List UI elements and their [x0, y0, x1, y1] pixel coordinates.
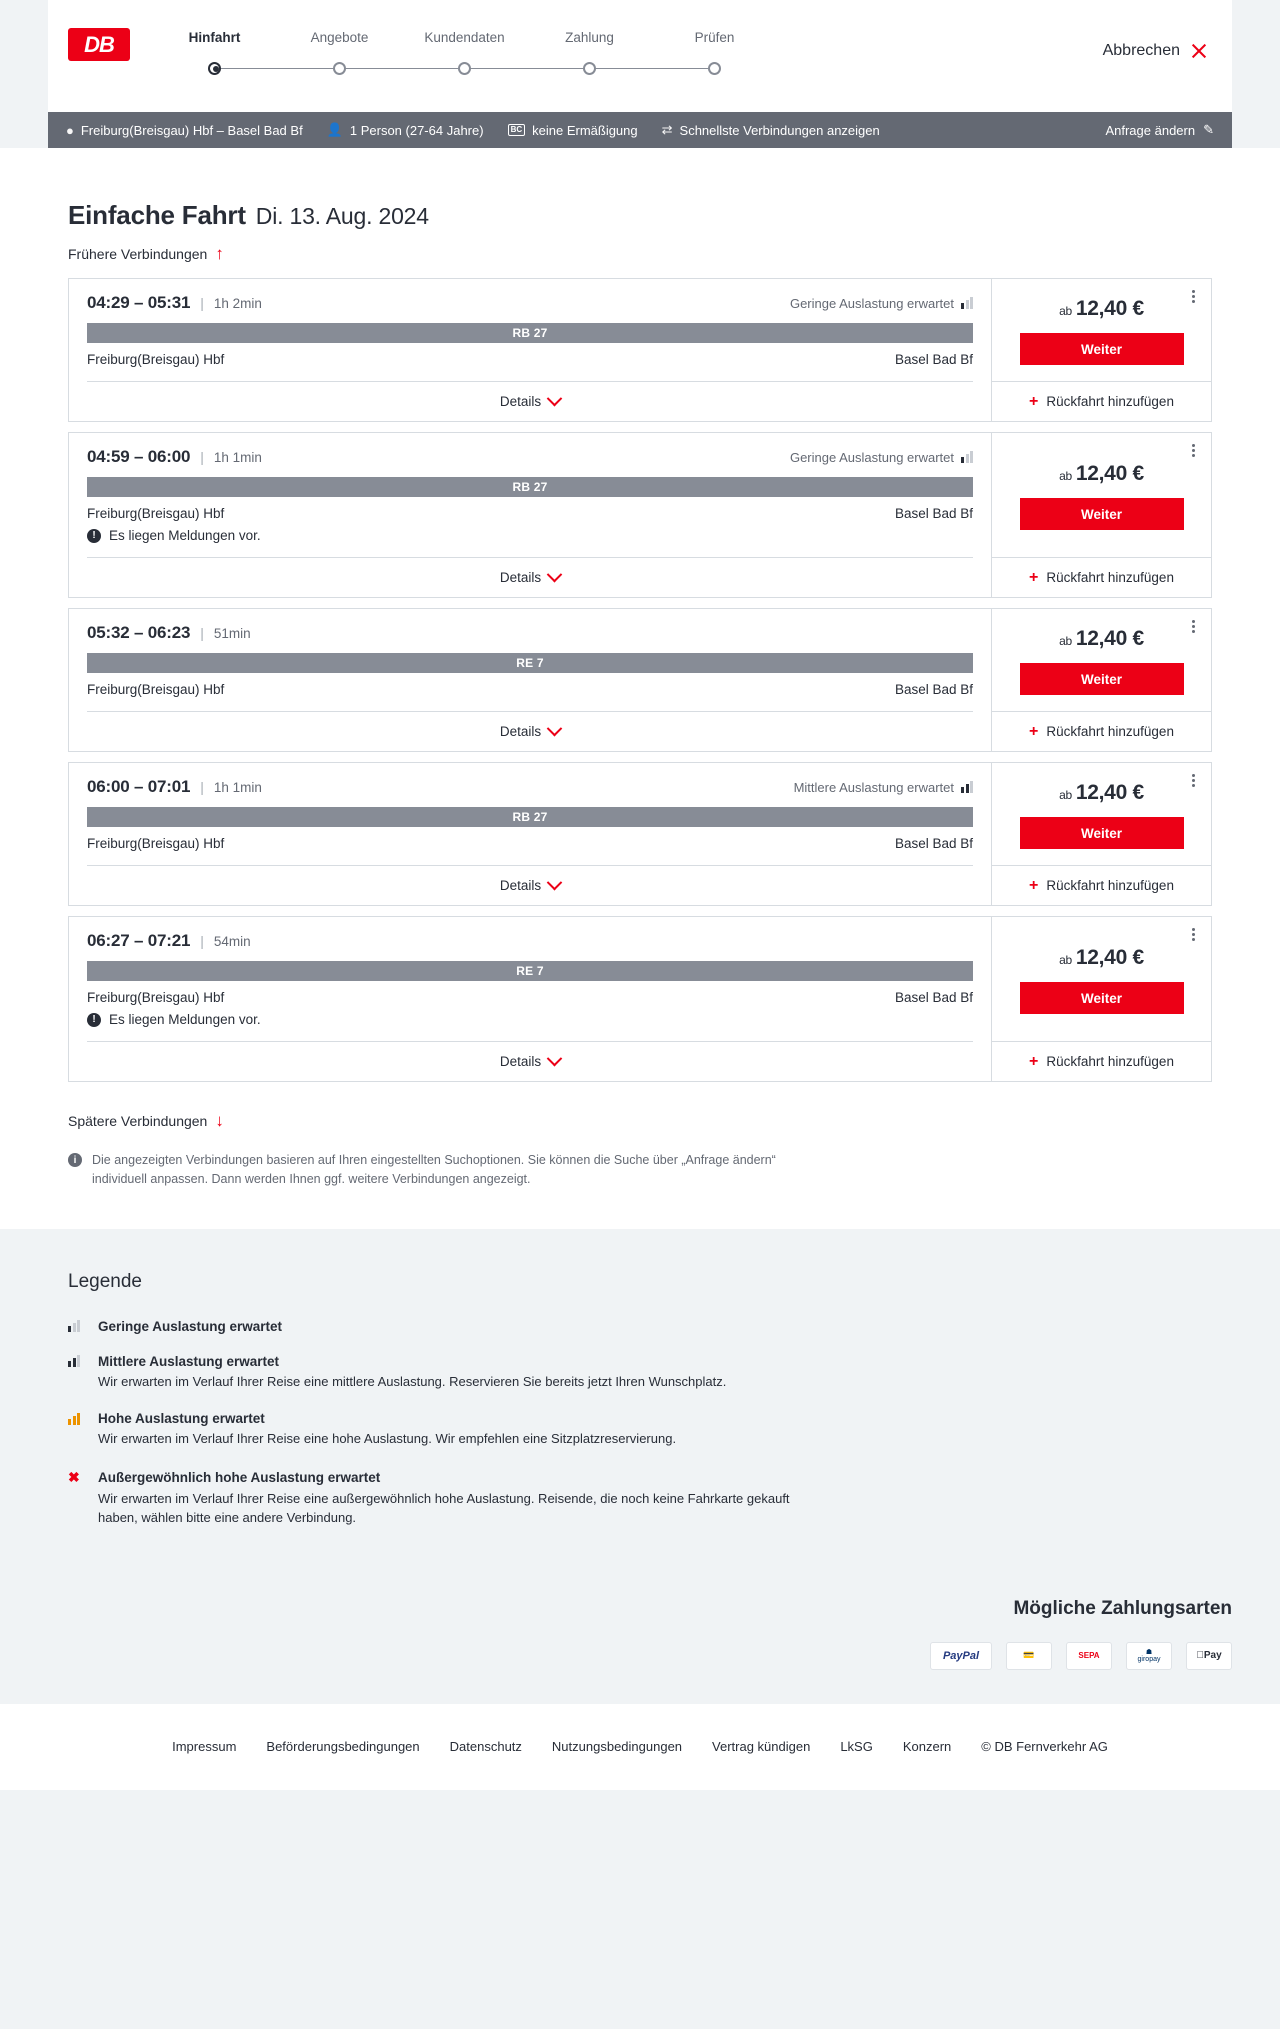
- connection-header: [87, 931, 973, 951]
- connection-time: 04:29 – 05:31: [87, 293, 191, 312]
- utilization-bars-icon: [961, 297, 973, 309]
- connection-price: [1059, 462, 1144, 486]
- connection-card[interactable]: [68, 278, 1212, 422]
- info-icon: !: [87, 1013, 101, 1027]
- footer-link-nutzungsbedingungen[interactable]: Nutzungsbedingungen: [551, 1739, 683, 1755]
- departure-station: Freiburg(Breisgau) Hbf: [87, 682, 225, 697]
- legend-item-title: Außergewöhnlich hohe Auslastung erwartet: [98, 1470, 381, 1486]
- chevron-down-icon: [547, 875, 563, 891]
- connection-header: [87, 293, 973, 313]
- divider: |: [200, 625, 204, 641]
- departure-station: Freiburg(Breisgau) Hbf: [87, 990, 225, 1005]
- payment-methods-title: Mögliche Zahlungsarten: [1013, 1597, 1232, 1619]
- search-hint-text: Die angezeigten Verbindungen basieren auf Ihren eingestellten Suchoptionen. Sie können die Suche über „Anfrage ändern“ individuell anpassen. Dann werden Ihnen ggf. weitere Verbindungen angezeigt.: [92, 1153, 776, 1186]
- cancel-button[interactable]: [1103, 42, 1208, 60]
- legend-item-high: [68, 1411, 828, 1449]
- connection-card[interactable]: [68, 916, 1212, 1082]
- legend-item-mid: [68, 1354, 828, 1392]
- connection-duration: 1h 1min: [213, 449, 262, 465]
- step-hinfahrt[interactable]: [152, 30, 277, 81]
- connection-notice-label: Es liegen Meldungen vor.: [109, 1012, 261, 1027]
- step-connector: [465, 68, 590, 69]
- step-angebote[interactable]: [277, 30, 402, 81]
- details-toggle[interactable]: [87, 557, 973, 597]
- price-prefix: ab: [1059, 788, 1072, 802]
- sort-icon: ⇄: [661, 122, 673, 137]
- edit-query-label: Anfrage ändern: [1105, 122, 1196, 138]
- connection-notice: [87, 528, 973, 543]
- connection-stations: [87, 990, 973, 1005]
- connection-price-panel: [991, 279, 1211, 421]
- progress-stepper: [152, 30, 777, 81]
- legend-item-desc: Wir erwarten im Verlauf Ihrer Reise eine mittlere Auslastung. Reservieren Sie bereits jetzt Ihren Wunschplatz.: [98, 1373, 727, 1389]
- query-route[interactable]: [66, 123, 303, 138]
- legend-item-title: Geringe Auslastung erwartet: [98, 1318, 283, 1334]
- step-dot-icon: [708, 62, 721, 75]
- utilization-label: Geringe Auslastung erwartet: [789, 295, 954, 311]
- connection-price-panel: [991, 609, 1211, 751]
- connection-list: [48, 278, 1232, 1082]
- train-line-badge: RE 7: [87, 653, 973, 673]
- price-prefix: ab: [1059, 634, 1072, 648]
- close-icon: [1190, 42, 1208, 60]
- footer-link-datenschutz[interactable]: Datenschutz: [449, 1739, 522, 1755]
- arrival-station: Basel Bad Bf: [894, 682, 973, 697]
- footer-link-impressum[interactable]: Impressum: [172, 1739, 237, 1755]
- footer-link-vertrag-kuendigen[interactable]: Vertrag kündigen: [712, 1739, 811, 1755]
- connection-card[interactable]: [68, 762, 1212, 906]
- legend-item-desc: Wir erwarten im Verlauf Ihrer Reise eine außergewöhnlich hohe Auslastung. Reisende, die noch keine Fahrkarte gekauft haben, wählen bitte eine andere Verbindung.: [98, 1491, 790, 1526]
- connection-price: [1059, 781, 1144, 805]
- legend-head: [68, 1354, 828, 1369]
- arrival-station: Basel Bad Bf: [894, 836, 973, 851]
- connection-details: [69, 763, 991, 905]
- train-line-badge: RB 27: [87, 323, 973, 343]
- query-sort[interactable]: [662, 122, 880, 138]
- connection-details: [69, 917, 991, 1081]
- details-toggle[interactable]: [87, 865, 973, 905]
- more-options-icon[interactable]: [1185, 287, 1201, 305]
- legend-head: [68, 1319, 828, 1334]
- cancel-label: Abbrechen: [1102, 42, 1180, 59]
- add-return-trip-label: Rückfahrt hinzufügen: [1046, 878, 1174, 893]
- add-return-trip-label: Rückfahrt hinzufügen: [1046, 570, 1174, 585]
- divider: |: [200, 779, 204, 795]
- add-return-trip-button[interactable]: [992, 711, 1211, 751]
- divider: |: [200, 295, 204, 311]
- arrival-station: Basel Bad Bf: [894, 352, 973, 367]
- step-dot-icon: [583, 62, 596, 75]
- continue-button[interactable]: Weiter: [1020, 663, 1184, 695]
- legend-title: Legende: [68, 1270, 142, 1292]
- arrow-down-icon: ↓: [215, 1111, 224, 1130]
- price-area: [992, 917, 1211, 1041]
- connection-stations: [87, 506, 973, 521]
- utilization-indicator: [790, 450, 973, 465]
- details-label: Details: [499, 724, 542, 739]
- price-prefix: ab: [1059, 469, 1072, 483]
- legend-item-desc: Wir erwarten im Verlauf Ihrer Reise eine hohe Auslastung. Wir empfehlen eine Sitzplatzreservierung.: [98, 1431, 677, 1447]
- utilization-bars-icon: [961, 451, 973, 463]
- connection-header: [87, 447, 973, 467]
- connection-details: [69, 609, 991, 751]
- add-return-trip-label: Rückfahrt hinzufügen: [1046, 724, 1174, 739]
- connection-time: 06:27 – 07:21: [87, 931, 191, 950]
- footer-copyright: © DB Fernverkehr AG: [981, 1739, 1108, 1755]
- paypal-icon: PayPal: [930, 1642, 992, 1670]
- add-return-trip-button[interactable]: [992, 557, 1211, 597]
- chevron-down-icon: [547, 1051, 563, 1067]
- details-label: Details: [499, 878, 542, 893]
- connection-price: [1059, 297, 1144, 321]
- plus-icon: +: [1029, 392, 1039, 410]
- departure-station: Freiburg(Breisgau) Hbf: [87, 352, 225, 367]
- connection-details: [69, 433, 991, 597]
- price-area: [992, 433, 1211, 557]
- query-discount-label: keine Ermäßigung: [532, 122, 638, 138]
- train-line-badge: RB 27: [87, 807, 973, 827]
- connection-price-panel: [991, 433, 1211, 597]
- step-connector: [215, 68, 340, 69]
- results-panel: [0, 148, 1280, 1229]
- details-label: Details: [499, 570, 542, 585]
- connection-stations: [87, 836, 973, 851]
- add-return-trip-button[interactable]: [992, 865, 1211, 905]
- arrow-up-icon: ↑: [215, 244, 224, 263]
- step-kundendaten[interactable]: [402, 30, 527, 81]
- payment-methods-section: [0, 1598, 1280, 1704]
- price-value: 12,40 €: [1075, 781, 1144, 804]
- plus-icon: +: [1029, 876, 1039, 894]
- connection-time: 04:59 – 06:00: [87, 447, 191, 466]
- connection-price: [1059, 627, 1144, 651]
- continue-button[interactable]: Weiter: [1020, 333, 1184, 365]
- departure-station: Freiburg(Breisgau) Hbf: [87, 506, 225, 521]
- utilization-indicator: [790, 296, 973, 311]
- continue-button[interactable]: Weiter: [1020, 498, 1184, 530]
- credit-card-icon: 💳: [1006, 1642, 1052, 1670]
- connection-header: [87, 777, 973, 797]
- step-dot-icon: [458, 62, 471, 75]
- utilization-bars-icon: [68, 1413, 86, 1425]
- earlier-connections-label: Frühere Verbindungen: [68, 245, 208, 262]
- header-stepper-bar: [48, 0, 1232, 112]
- more-options-icon[interactable]: [1185, 771, 1201, 789]
- step-label: Prüfen: [694, 30, 735, 45]
- step-connector: [590, 68, 715, 69]
- price-area: [992, 609, 1211, 711]
- price-value: 12,40 €: [1075, 297, 1144, 320]
- legend-head: [68, 1469, 828, 1486]
- connection-price: [1059, 946, 1144, 970]
- utilization-indicator: [794, 780, 973, 795]
- sepa-icon: SEPA: [1066, 1642, 1112, 1670]
- chevron-down-icon: [547, 391, 563, 407]
- details-toggle[interactable]: [87, 1041, 973, 1081]
- legend-item-title: Hohe Auslastung erwartet: [98, 1411, 265, 1427]
- very-high-utilization-icon: ✖: [68, 1469, 80, 1486]
- price-value: 12,40 €: [1075, 462, 1144, 485]
- footer-link-lksg[interactable]: LkSG: [840, 1739, 873, 1755]
- price-prefix: ab: [1059, 953, 1072, 967]
- later-connections-label: Spätere Verbindungen: [68, 1112, 208, 1129]
- add-return-trip-label: Rückfahrt hinzufügen: [1046, 1054, 1174, 1069]
- details-toggle[interactable]: [87, 711, 973, 751]
- query-passengers[interactable]: [327, 122, 484, 138]
- plus-icon: +: [1029, 1052, 1039, 1070]
- legend-head: [68, 1411, 828, 1426]
- step-label: Zahlung: [565, 30, 614, 45]
- apple-pay-icon: Pay: [1186, 1642, 1232, 1670]
- price-prefix: ab: [1059, 304, 1072, 318]
- giropay-label: giropay: [1137, 1656, 1161, 1664]
- connection-duration: 1h 2min: [213, 295, 262, 311]
- connection-price-panel: [991, 917, 1211, 1081]
- connection-header: [87, 623, 973, 643]
- train-line-badge: RB 27: [87, 477, 973, 497]
- location-pin-icon: ●: [66, 122, 74, 138]
- query-discount[interactable]: [508, 123, 638, 138]
- plus-icon: +: [1029, 722, 1039, 740]
- step-connector: [340, 68, 465, 69]
- more-options-icon[interactable]: [1185, 441, 1201, 459]
- arrival-station: Basel Bad Bf: [894, 506, 973, 521]
- footer-link-befoerderungsbedingungen[interactable]: Beförderungsbedingungen: [266, 1739, 420, 1755]
- connection-card[interactable]: [68, 608, 1212, 752]
- price-area: [992, 763, 1211, 865]
- query-summary-bar: [48, 112, 1232, 148]
- add-return-trip-button[interactable]: [992, 381, 1211, 421]
- continue-button[interactable]: Weiter: [1020, 817, 1184, 849]
- chevron-down-icon: [547, 721, 563, 737]
- step-pruefen[interactable]: [652, 30, 777, 81]
- page-title: [48, 148, 1232, 231]
- connection-stations: [87, 352, 973, 367]
- connection-details: [69, 279, 991, 421]
- divider: |: [200, 933, 204, 949]
- footer-link-konzern[interactable]: Konzern: [902, 1739, 952, 1755]
- step-dot-icon: [333, 62, 346, 75]
- step-zahlung[interactable]: [527, 30, 652, 81]
- details-label: Details: [499, 394, 542, 409]
- train-line-badge: RE 7: [87, 961, 973, 981]
- connection-notice: [87, 1012, 973, 1027]
- connection-duration: 1h 1min: [213, 779, 262, 795]
- connection-price-panel: [991, 763, 1211, 905]
- info-icon: !: [87, 529, 101, 543]
- later-connections-button[interactable]: [48, 1092, 1232, 1129]
- info-icon: i: [68, 1153, 82, 1167]
- connection-duration: 51min: [213, 625, 251, 641]
- details-label: Details: [499, 1054, 542, 1069]
- connection-duration: 54min: [213, 933, 251, 949]
- connection-time: 06:00 – 07:01: [87, 777, 191, 796]
- divider: |: [200, 449, 204, 465]
- legend-section: [0, 1229, 1280, 1598]
- connection-card[interactable]: [68, 432, 1212, 598]
- departure-station: Freiburg(Breisgau) Hbf: [87, 836, 225, 851]
- price-value: 12,40 €: [1075, 946, 1144, 969]
- page-title-text: Einfache Fahrt: [68, 200, 246, 230]
- step-label: Hinfahrt: [188, 30, 241, 45]
- continue-button[interactable]: Weiter: [1020, 982, 1184, 1014]
- person-icon: 👤: [326, 122, 343, 137]
- chevron-down-icon: [547, 567, 563, 583]
- connection-time: 05:32 – 06:23: [87, 623, 191, 642]
- add-return-trip-label: Rückfahrt hinzufügen: [1046, 394, 1174, 409]
- more-options-icon[interactable]: [1185, 925, 1201, 943]
- legend-item-low: [68, 1319, 828, 1334]
- details-toggle[interactable]: [87, 381, 973, 421]
- utilization-label: Geringe Auslastung erwartet: [789, 449, 954, 465]
- utilization-bars-icon: [68, 1355, 86, 1367]
- search-hint: [68, 1151, 828, 1189]
- pencil-icon: ✎: [1203, 122, 1214, 137]
- bahncard-icon: BC: [508, 124, 526, 136]
- utilization-bars-icon: [68, 1320, 86, 1332]
- step-label: Kundendaten: [424, 30, 505, 45]
- query-passengers-label: 1 Person (27-64 Jahre): [349, 122, 484, 138]
- more-options-icon[interactable]: [1185, 617, 1201, 635]
- utilization-bars-icon: [961, 781, 973, 793]
- results-inner: [48, 148, 1232, 1189]
- step-label: Angebote: [310, 30, 369, 45]
- earlier-connections-button[interactable]: [48, 231, 1232, 262]
- price-value: 12,40 €: [1075, 627, 1144, 650]
- step-dot-icon: [208, 62, 221, 75]
- footer: [0, 1704, 1280, 1790]
- legend-item-title: Mittlere Auslastung erwartet: [98, 1353, 280, 1369]
- connection-notice-label: Es liegen Meldungen vor.: [109, 528, 261, 543]
- plus-icon: +: [1029, 568, 1039, 586]
- arrival-station: Basel Bad Bf: [894, 990, 973, 1005]
- giropay-icon: ☗ giropay: [1126, 1642, 1172, 1670]
- db-logo: DB: [68, 28, 130, 61]
- add-return-trip-button[interactable]: [992, 1041, 1211, 1081]
- query-route-label: Freiburg(Breisgau) Hbf – Basel Bad Bf: [80, 122, 303, 138]
- utilization-label: Mittlere Auslastung erwartet: [793, 779, 954, 795]
- legend-item-very-high: [68, 1469, 828, 1528]
- query-sort-label: Schnellste Verbindungen anzeigen: [679, 122, 880, 138]
- connection-stations: [87, 682, 973, 697]
- page-title-date: Di. 13. Aug. 2024: [255, 203, 429, 229]
- payment-icons-row: [0, 1642, 1232, 1670]
- price-area: [992, 279, 1211, 381]
- edit-query-button[interactable]: [1105, 122, 1214, 138]
